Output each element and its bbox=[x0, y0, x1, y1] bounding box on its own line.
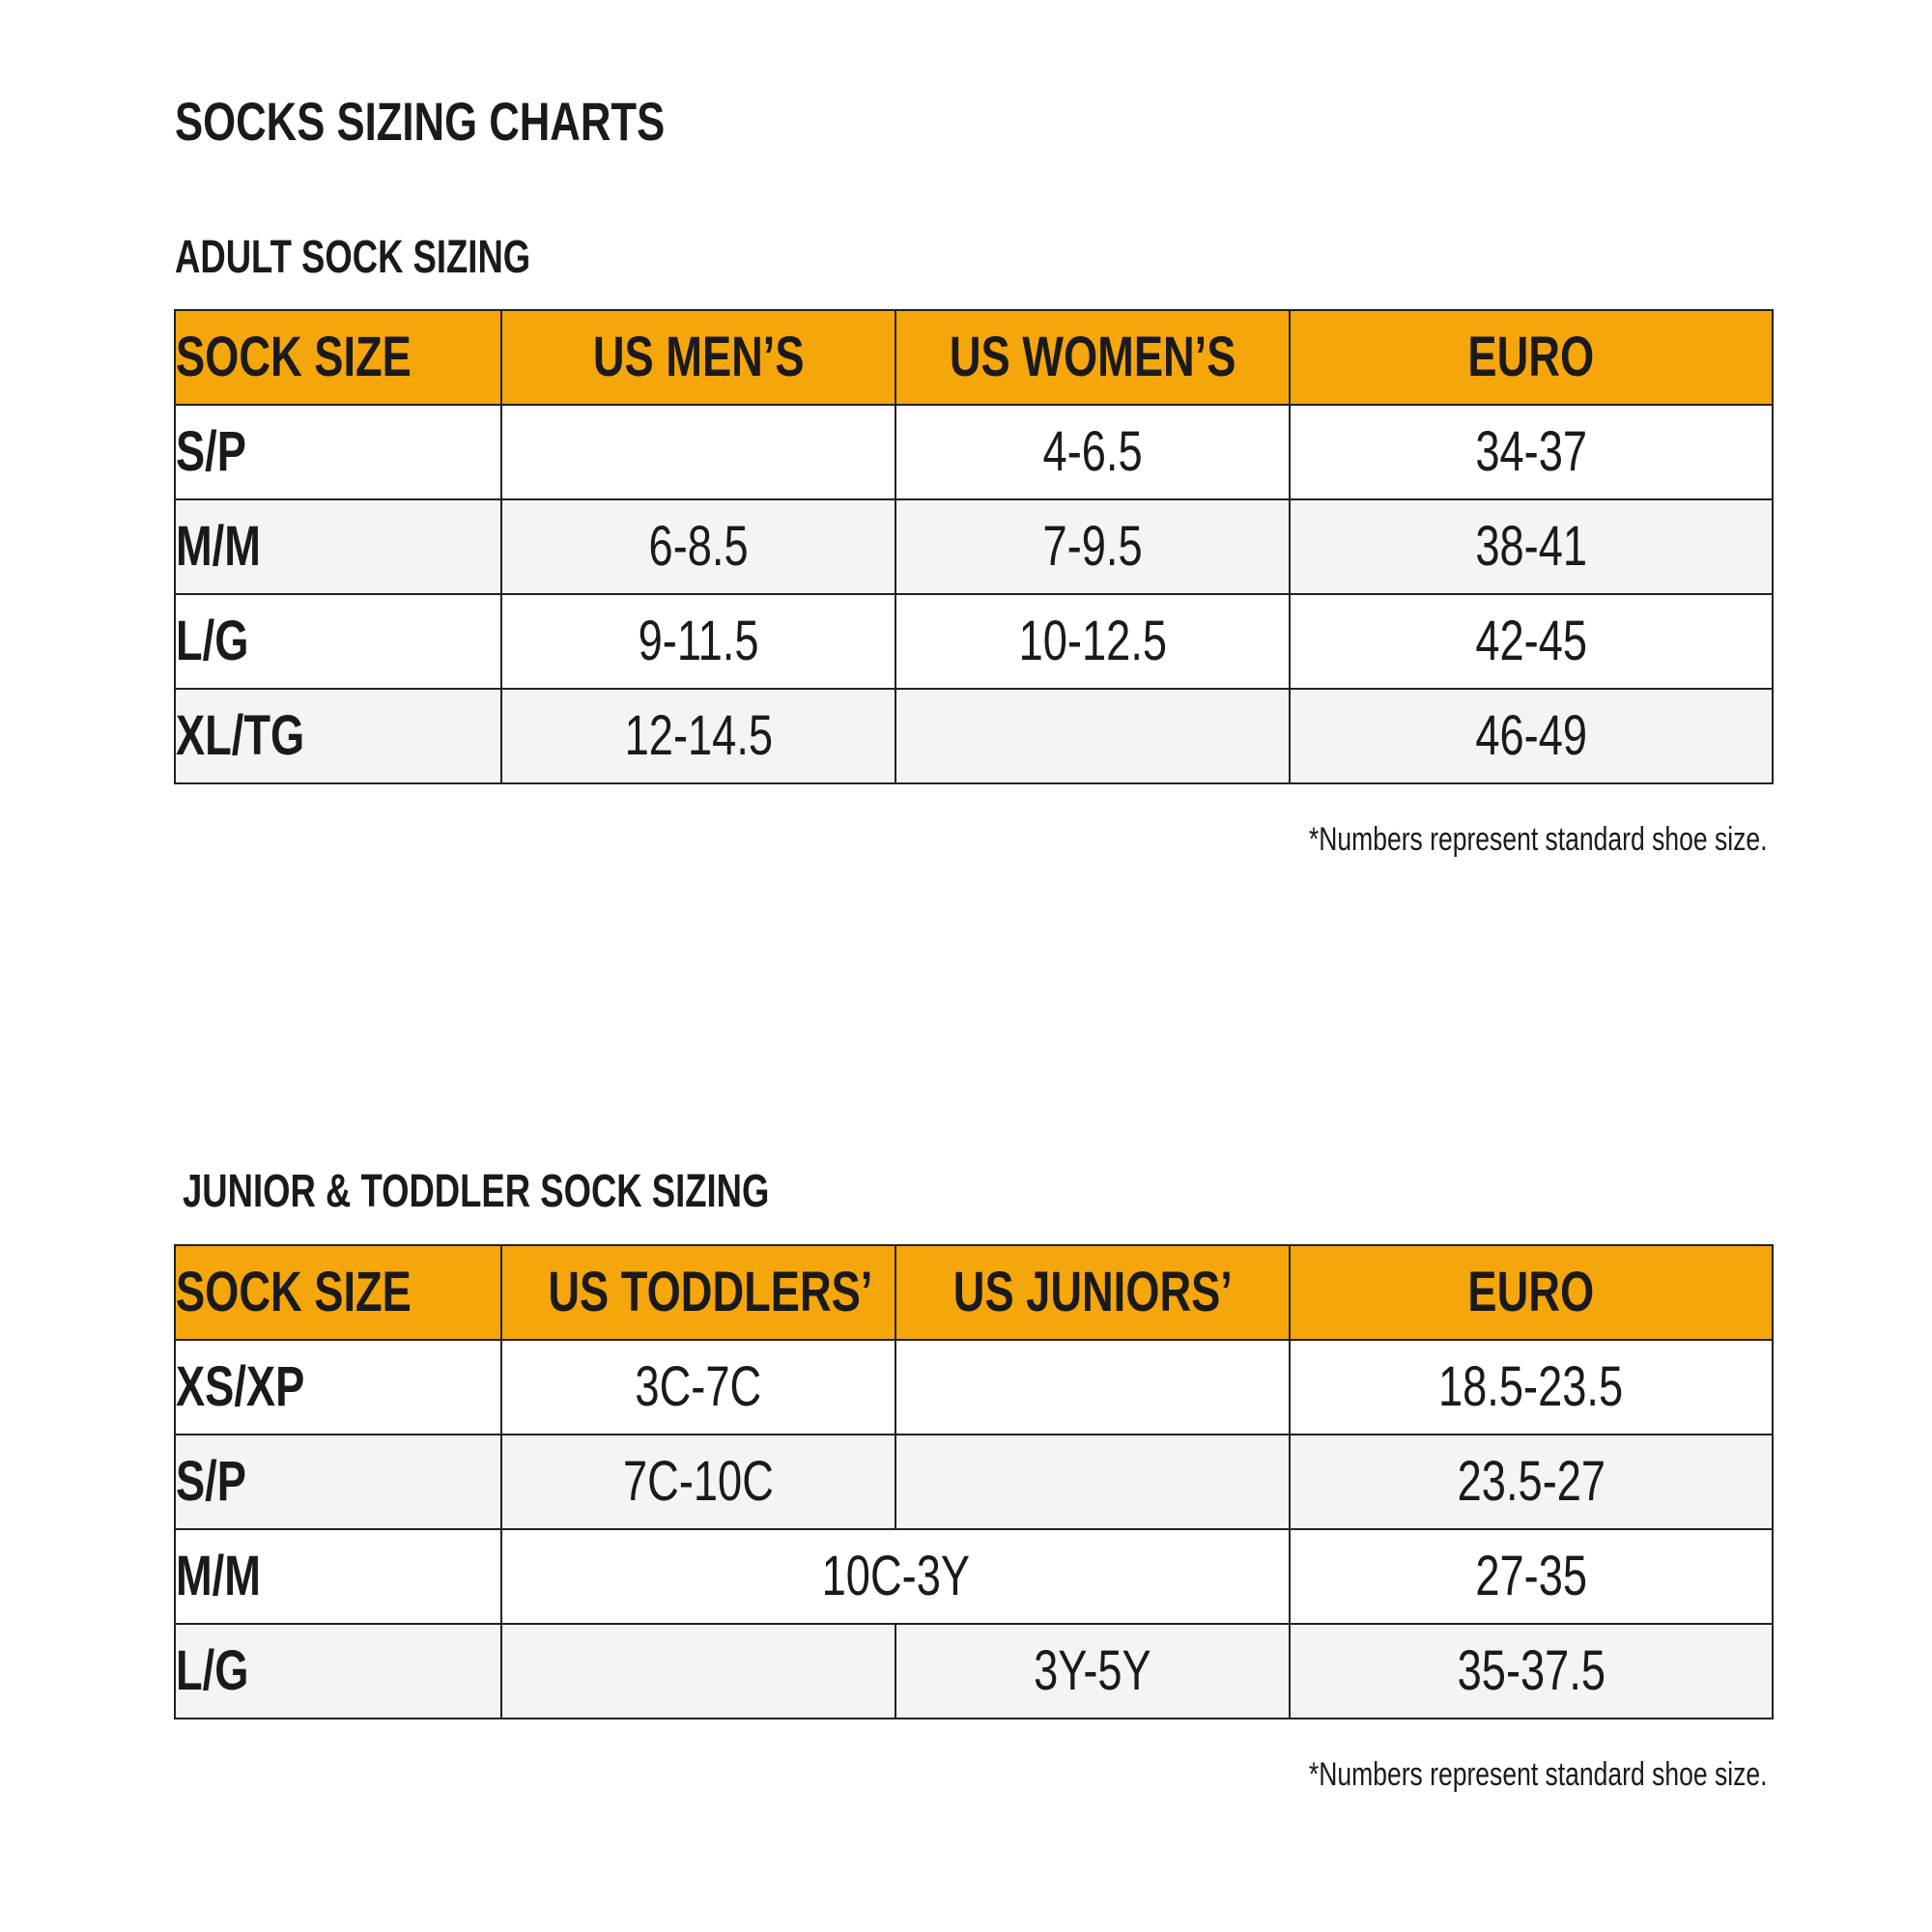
table-row bbox=[175, 1529, 1773, 1624]
header-euro: EURO bbox=[1290, 1245, 1773, 1340]
header-us-toddlers: US TODDLERS’ bbox=[501, 1245, 895, 1340]
euro-cell: 35-37.5 bbox=[1290, 1624, 1773, 1719]
us-womens-cell: 7-9.5 bbox=[895, 499, 1290, 594]
table-row bbox=[175, 594, 1773, 689]
table-row bbox=[175, 405, 1773, 499]
size-cell: M/M bbox=[175, 499, 501, 594]
size-cell: XS/XP bbox=[175, 1340, 501, 1435]
size-cell: L/G bbox=[175, 594, 501, 689]
header-sock-size: SOCK SIZE bbox=[175, 1245, 501, 1340]
table-row bbox=[175, 1340, 1773, 1435]
us-toddlers-cell: 3C-7C bbox=[501, 1340, 895, 1435]
header-us-womens: US WOMEN’S bbox=[895, 310, 1290, 405]
table-row bbox=[175, 689, 1773, 783]
us-mens-cell: 6-8.5 bbox=[501, 499, 895, 594]
us-juniors-cell: 3Y-5Y bbox=[895, 1624, 1290, 1719]
us-womens-cell bbox=[895, 689, 1290, 783]
us-juniors-cell bbox=[895, 1435, 1290, 1529]
adult-sizing-title: ADULT SOCK SIZING bbox=[175, 232, 531, 283]
table-header-row bbox=[175, 1245, 1773, 1340]
us-toddlers-cell: 7C-10C bbox=[501, 1435, 895, 1529]
size-cell: L/G bbox=[175, 1624, 501, 1719]
table-row bbox=[175, 499, 1773, 594]
euro-cell: 46-49 bbox=[1290, 689, 1773, 783]
adult-sizing-table bbox=[174, 309, 1774, 784]
us-womens-cell: 4-6.5 bbox=[895, 405, 1290, 499]
us-mens-cell: 9-11.5 bbox=[501, 594, 895, 689]
table-header-row bbox=[175, 310, 1773, 405]
header-us-juniors: US JUNIORS’ bbox=[895, 1245, 1290, 1340]
us-toddlers-juniors-merged-cell: 10C-3Y bbox=[501, 1529, 1290, 1624]
us-juniors-cell bbox=[895, 1340, 1290, 1435]
table-row bbox=[175, 1624, 1773, 1719]
size-cell: M/M bbox=[175, 1529, 501, 1624]
euro-cell: 34-37 bbox=[1290, 405, 1773, 499]
us-womens-cell: 10-12.5 bbox=[895, 594, 1290, 689]
us-toddlers-cell bbox=[501, 1624, 895, 1719]
euro-cell: 18.5-23.5 bbox=[1290, 1340, 1773, 1435]
size-cell: XL/TG bbox=[175, 689, 501, 783]
junior-toddler-sizing-table bbox=[174, 1244, 1774, 1719]
junior-footnote: *Numbers represent standard shoe size. bbox=[1309, 1756, 1768, 1793]
table-row bbox=[175, 1435, 1773, 1529]
size-cell: S/P bbox=[175, 405, 501, 499]
adult-footnote: *Numbers represent standard shoe size. bbox=[1309, 821, 1768, 858]
euro-cell: 23.5-27 bbox=[1290, 1435, 1773, 1529]
junior-toddler-sizing-title: JUNIOR & TODDLER SOCK SIZING bbox=[183, 1166, 770, 1217]
us-mens-cell: 12-14.5 bbox=[501, 689, 895, 783]
size-cell: S/P bbox=[175, 1435, 501, 1529]
page-title: SOCKS SIZING CHARTS bbox=[175, 91, 666, 152]
header-us-mens: US MEN’S bbox=[501, 310, 895, 405]
header-sock-size: SOCK SIZE bbox=[175, 310, 501, 405]
header-euro: EURO bbox=[1290, 310, 1773, 405]
us-mens-cell bbox=[501, 405, 895, 499]
euro-cell: 27-35 bbox=[1290, 1529, 1773, 1624]
euro-cell: 38-41 bbox=[1290, 499, 1773, 594]
euro-cell: 42-45 bbox=[1290, 594, 1773, 689]
